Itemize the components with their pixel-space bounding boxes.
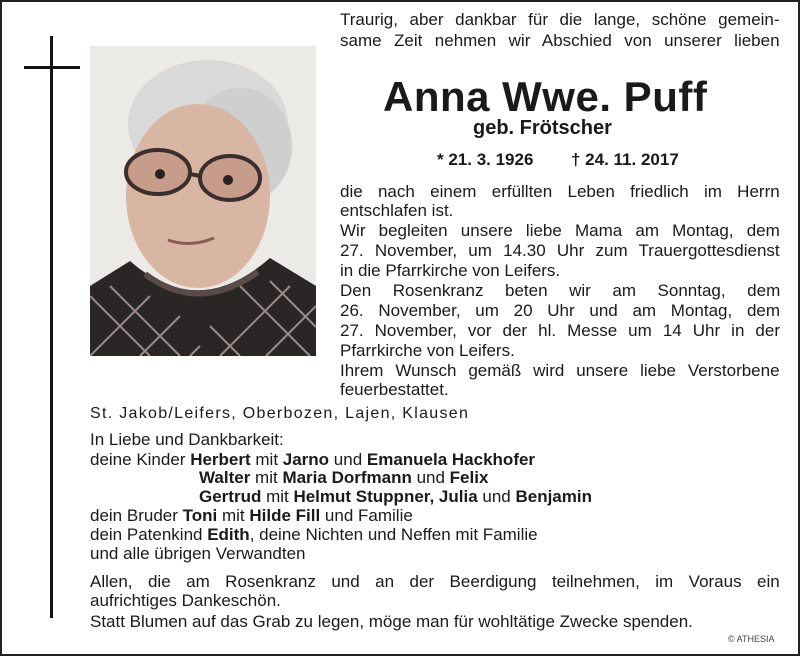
body-line-10: Ihrem Wunsch gemäß wird unsere liebe Verstorbene [340, 361, 780, 380]
mourner-name: Benjamin [515, 487, 592, 506]
portrait-photo [90, 46, 316, 356]
body-line-7: 26. November, um 20 Uhr und am Montag, dem [340, 301, 781, 320]
body-line-4: 27. November, um 14.30 Uhr zum Trauergottesdienst [340, 241, 780, 260]
closing-line-1: Allen, die am Rosenkranz und an der Beerdigung teilnehmen, im Voraus ein [90, 572, 780, 591]
mourners-text: und [411, 468, 450, 487]
mourners-line-3 [199, 487, 592, 507]
mourners-line-6: und alle übrigen Verwandten [90, 544, 306, 563]
intro-line-1: Traurig, aber dankbar für die lange, schöne gemein- [340, 10, 780, 29]
mourners-text: mit [250, 450, 283, 469]
mourners-line-4 [90, 506, 413, 526]
body-line-3: Wir begleiten unsere liebe Mama am Montag, dem [340, 221, 780, 240]
mourners-intro: In Liebe und Dankbarkeit: [90, 430, 284, 449]
body-line-5: in die Pfarrkirche von Leifers. [340, 261, 561, 280]
body-line-9: Pfarrkirche von Leifers. [340, 341, 515, 360]
body-line-2: entschlafen ist. [340, 201, 454, 220]
mourners-text: deine Kinder [90, 450, 191, 469]
body-line-1: die nach einem erfüllten Leben friedlich im Herrn [340, 182, 780, 201]
mourner-name: Gertrud [199, 487, 262, 506]
mourners-text: dein Patenkind [90, 525, 208, 544]
mourners-line-1 [90, 450, 535, 470]
mourners-text: und [329, 450, 367, 469]
birth-date: * 21. 3. 1926 [437, 150, 534, 169]
copyright-label: © ATHESIA [728, 634, 775, 644]
mourner-name: Toni [182, 506, 218, 525]
cross-icon-bar [24, 66, 80, 69]
mourners-line-2 [199, 468, 488, 488]
mourners-text: dein Bruder [90, 506, 183, 525]
body-line-11: feuerbestattet. [340, 380, 449, 399]
closing-line-3: Statt Blumen auf das Grab zu legen, möge man für wohltätige Zwecke spenden. [90, 612, 693, 631]
body-line-8: 27. November, vor der hl. Messe um 14 Uhr in der [340, 321, 780, 340]
mourner-name: Helmut Stuppner, Julia [293, 487, 478, 506]
mourners-text: , deine Nichten und Neffen mit Familie [249, 525, 538, 544]
mourners-line-5 [90, 525, 538, 545]
places-line: St. Jakob/Leifers, Oberbozen, Lajen, Klausen [90, 405, 470, 422]
body-line-6: Den Rosenkranz beten wir am Sonntag, dem [340, 281, 781, 300]
birth-name: geb. Frötscher [473, 117, 612, 139]
mourner-name: Maria Dorfmann [282, 468, 412, 487]
death-date: † 24. 11. 2017 [571, 150, 679, 169]
mourners-text: und [477, 487, 516, 506]
mourner-name: Herbert [190, 450, 251, 469]
mourners-text: und Familie [320, 506, 413, 525]
mourners-text: mit [261, 487, 294, 506]
mourner-name: Jarno [282, 450, 330, 469]
deceased-name: Anna Wwe. Puff [383, 73, 708, 120]
mourners-text: mit [250, 468, 283, 487]
mourner-name: Emanuela Hackhofer [366, 450, 536, 469]
mourners-text: mit [217, 506, 250, 525]
closing-line-2: aufrichtiges Dankeschön. [90, 591, 281, 610]
mourner-name: Felix [449, 468, 489, 487]
mourner-name: Hilde Fill [249, 506, 321, 525]
cross-icon [50, 36, 53, 618]
mourner-name: Walter [199, 468, 251, 487]
intro-line-2: same Zeit nehmen wir Abschied von unserer lieben [340, 31, 780, 50]
mourner-name: Edith [207, 525, 250, 544]
